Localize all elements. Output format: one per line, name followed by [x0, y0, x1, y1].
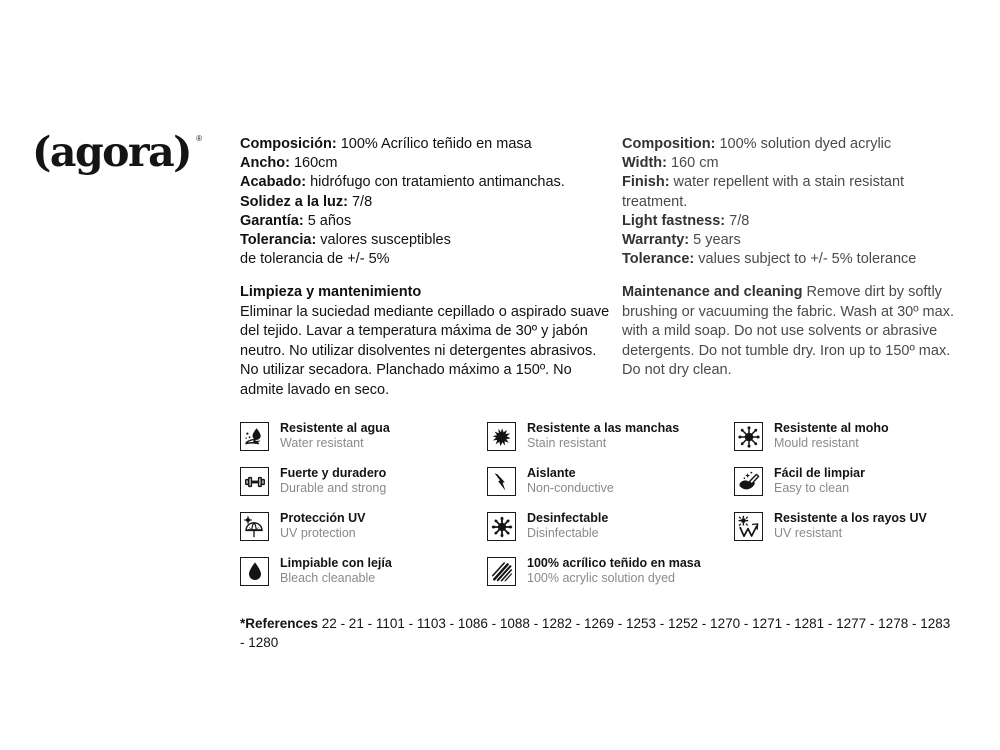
feature-label-es: Limpiable con lejía [280, 556, 392, 570]
specifications-spanish [240, 135, 606, 269]
feature-label-en: Water resistant [280, 436, 364, 450]
maintenance-english [622, 283, 958, 381]
spec-line [622, 212, 962, 231]
spec-value: 100% Acrílico teñido en masa [336, 136, 532, 152]
feature-item [734, 421, 965, 466]
logo-wrap [32, 128, 203, 176]
feature-label-es: Desinfectable [527, 511, 609, 525]
spec-value: 160cm [289, 155, 338, 172]
spec-line [240, 212, 606, 231]
feature-label-en: Mould resistant [774, 436, 859, 450]
feature-labels [527, 556, 701, 586]
maintenance-paragraph [622, 283, 958, 381]
feature-column-1 [240, 421, 487, 601]
spec-value: 5 years [689, 232, 741, 249]
feature-labels [280, 466, 386, 496]
spec-line [622, 231, 962, 250]
spec-value: de tolerancia de +/- 5% [240, 251, 390, 268]
spec-label: Finish: [622, 174, 670, 191]
feature-label-en: 100% acrylic solution dyed [527, 571, 675, 585]
spec-line [622, 173, 962, 192]
spec-label: Tolerance: [622, 251, 695, 268]
feature-labels [280, 511, 365, 541]
spec-value: treatment. [622, 193, 688, 210]
feature-icon-grid [240, 421, 965, 601]
feature-item [240, 511, 487, 556]
brand-logo [32, 128, 212, 176]
feature-item [240, 556, 487, 601]
spec-label: Acabado: [240, 174, 307, 191]
feature-column-2 [487, 421, 734, 601]
feature-label-es: Resistente a las manchas [527, 421, 680, 435]
spec-line [240, 154, 606, 173]
feature-item [487, 556, 734, 601]
spec-label: Garantía: [240, 212, 304, 229]
spec-line [622, 250, 962, 269]
maintenance-body: Remove dirt by softly brushing or vacuuming the fabric. Wash at 30º max. with a mild soap. Do not use solvents or abrasive detergents. Do not tumble dry. Iron up to 150º max. Do not dry clean. [622, 284, 954, 378]
spec-value: 5 años [303, 212, 352, 229]
references-label: *References [240, 616, 319, 631]
feature-labels [527, 466, 614, 496]
specifications-english [622, 135, 962, 269]
feature-columns [240, 421, 965, 601]
logo-wordmark: (agora) [32, 128, 192, 176]
spec-label: Tolerancia: [240, 232, 317, 249]
feature-label-es: 100% acrílico teñido en masa [527, 556, 701, 570]
feature-item [240, 466, 487, 511]
sun-parasol-icon [240, 512, 269, 541]
maintenance-spanish [240, 283, 610, 400]
feature-labels [774, 466, 865, 496]
maintenance-body: Eliminar la suciedad mediante cepillado o aspirado suave del tejido. Lavar a temperatura máxima de 30º y jabón neutro. No utilizar disolventes ni detergentes abrasivos. No utilizar secadora. Planchado máximo a 150º. No admite lavado en seco. [240, 303, 610, 398]
spec-line [240, 173, 606, 192]
feature-labels [280, 556, 392, 586]
feature-label-es: Resistente al agua [280, 421, 390, 435]
feature-label-es: Protección UV [280, 511, 366, 525]
spec-label: Solidez a la luz: [240, 193, 348, 210]
spec-label: Warranty: [622, 232, 690, 249]
stain-splat-icon [487, 422, 516, 451]
registered-trademark-icon: ® [196, 134, 203, 143]
feature-label-en: Disinfectable [527, 526, 599, 540]
feature-label-es: Fácil de limpiar [774, 466, 866, 480]
spec-label: Light fastness: [622, 212, 726, 229]
spec-line [240, 135, 606, 154]
maintenance-title: Maintenance and cleaning [622, 284, 803, 300]
feature-label-en: Easy to clean [774, 481, 850, 495]
spec-value: values subject to +/- 5% tolerance [694, 251, 917, 268]
lightning-bolt-icon [487, 467, 516, 496]
feature-label-en: Stain resistant [527, 436, 607, 450]
references-line [240, 614, 952, 652]
mould-spore-icon [734, 422, 763, 451]
spec-value: 100% solution dyed acrylic [715, 136, 892, 152]
spec-label: Composition: [622, 136, 716, 152]
feature-label-es: Resistente a los rayos UV [774, 511, 927, 525]
feature-item [487, 511, 734, 556]
feature-labels [527, 421, 679, 451]
dumbbell-icon [240, 467, 269, 496]
spec-value: valores susceptibles [316, 232, 451, 249]
references-values: 22 - 21 - 1101 - 1103 - 1086 - 1088 - 1282 - 1269 - 1253 - 1252 - 1270 - 1271 - 1281 - 1277 - 1278 - 1283 - 1280 [240, 616, 951, 650]
feature-labels [527, 511, 608, 541]
feature-labels [774, 421, 889, 451]
spec-line [240, 250, 606, 269]
feature-labels [280, 421, 390, 451]
spec-value: water repellent with a stain resistant [669, 174, 905, 191]
feature-item [487, 466, 734, 511]
feature-label-en: Bleach cleanable [280, 571, 376, 585]
spec-value: 7/8 [347, 193, 373, 210]
spec-line [622, 135, 962, 154]
sun-fabric-icon [734, 512, 763, 541]
spec-label: Composición: [240, 136, 337, 152]
feature-item [240, 421, 487, 466]
feature-column-3 [734, 421, 965, 601]
feature-labels [774, 511, 927, 541]
spec-label: Ancho: [240, 155, 290, 172]
spec-label: Width: [622, 155, 667, 172]
maintenance-title: Limpieza y mantenimiento [240, 284, 422, 300]
feature-item [734, 511, 965, 556]
feature-label-en: Non-conductive [527, 481, 614, 495]
feature-label-es: Resistente al moho [774, 421, 889, 435]
feature-label-en: UV protection [280, 526, 356, 540]
feature-item [734, 466, 965, 511]
fiber-strands-icon [487, 557, 516, 586]
feature-label-es: Fuerte y duradero [280, 466, 387, 480]
spec-line [240, 193, 606, 212]
spec-value: 160 cm [666, 155, 719, 172]
feature-label-en: Durable and strong [280, 481, 387, 495]
spec-value: hidrófugo con tratamiento antimanchas. [306, 174, 565, 191]
feature-item [487, 421, 734, 466]
feature-label-es: Aislante [527, 466, 576, 480]
solid-drop-icon [240, 557, 269, 586]
spec-line [622, 193, 962, 212]
water-drop-splash-icon [240, 422, 269, 451]
germ-snowflake-icon [487, 512, 516, 541]
spec-value: 7/8 [725, 212, 750, 229]
cleaning-hand-icon [734, 467, 763, 496]
feature-label-en: UV resistant [774, 526, 843, 540]
spec-line [622, 154, 962, 173]
spec-line [240, 231, 606, 250]
